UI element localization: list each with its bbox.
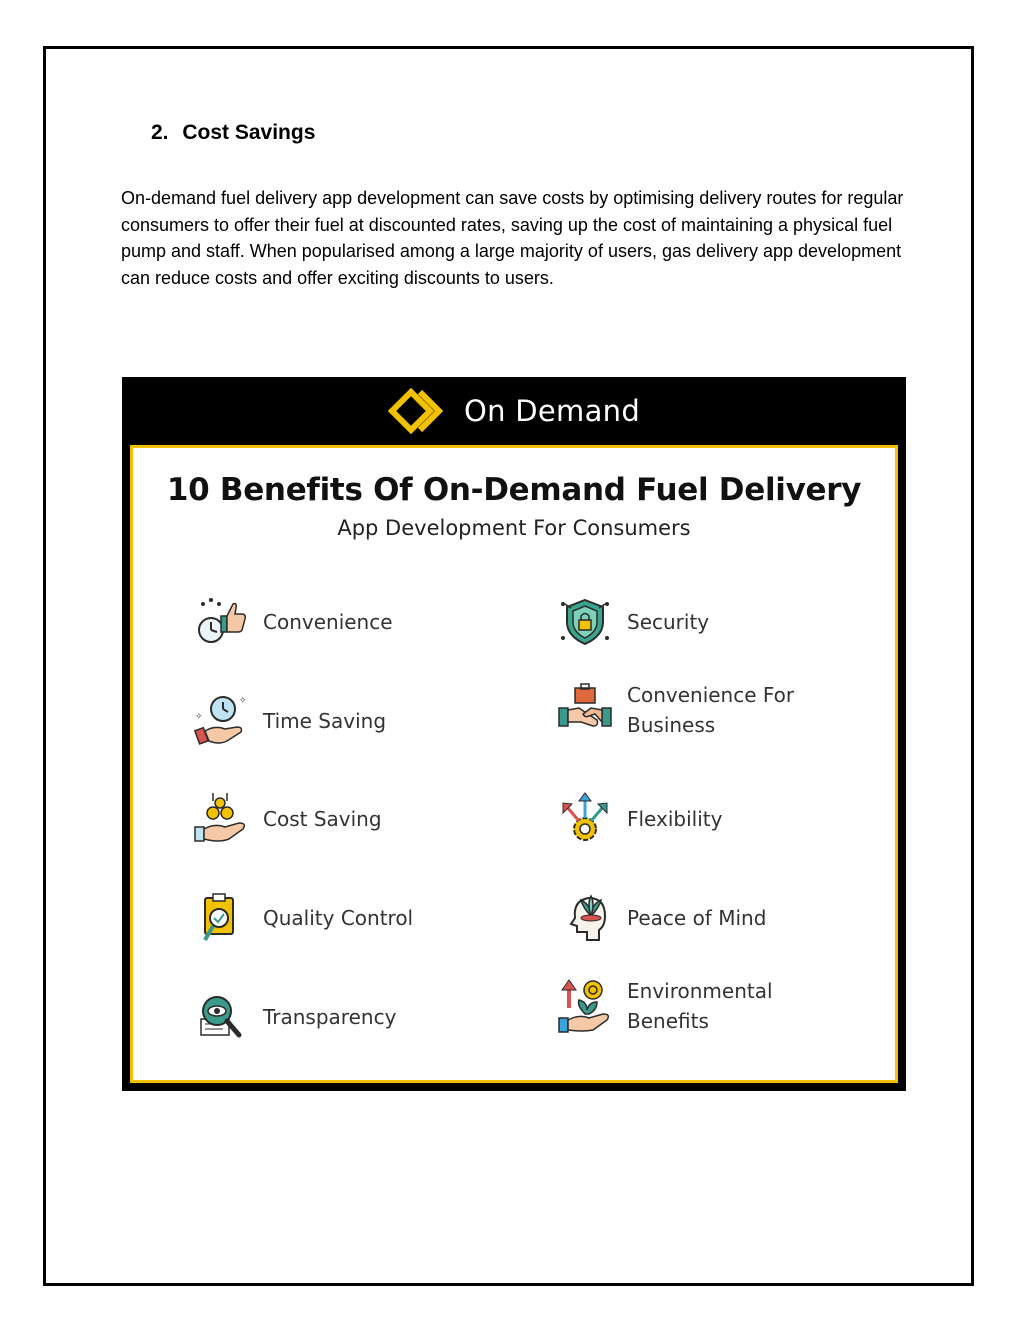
infographic [122,377,906,1091]
gear-arrows-icon [557,791,613,847]
benefit-label: Cost Saving [263,807,382,831]
brand-header [122,377,906,445]
brand-logo-icon [388,388,452,434]
clipboard-magnifier-icon [193,890,249,946]
benefit-label: Environmental Benefits [627,979,773,1033]
section-paragraph: On-demand fuel delivery app development can save costs by optimising delivery routes for regular consumers to offer their fuel at discounted rates, saving up the cost of maintaining a physical fuel pump and staff. When popularised among a large majority of users, gas delivery app development can reduce costs and offer exciting discounts to users. [121,188,904,288]
benefit-convenience [193,594,393,650]
section-number: 2. [151,121,169,144]
benefit-label: Time Saving [263,709,387,733]
benefit-flexibility [557,791,722,847]
benefit-quality-control [193,890,413,946]
benefit-label: Flexibility [627,807,723,831]
head-lotus-icon [557,890,613,946]
hand-clock-icon [193,693,249,749]
eye-magnifier-icon [193,989,249,1045]
benefit-label: Transparency [263,1005,397,1029]
infographic-title: 10 Benefits Of On-Demand Fuel Delivery [166,472,862,508]
brand-name: On Demand [463,394,641,428]
infographic-subtitle: App Development For Consumers [337,516,691,540]
section-title: Cost Savings [182,121,316,144]
benefit-cost-saving [193,791,382,847]
benefits-card [130,445,898,1083]
hand-coins-icon [193,791,249,847]
benefit-environmental-benefits [557,976,807,1036]
benefit-label: Convenience [263,610,393,634]
hand-plant-icon [557,978,613,1034]
section-heading [151,121,315,145]
benefit-label: Security [627,610,710,634]
benefit-label: Quality Control [263,906,414,930]
benefit-transparency [193,989,396,1045]
benefit-peace-of-mind [557,890,766,946]
thumbs-up-clock-icon [193,594,249,650]
svg-text:✧: ✧ [195,711,203,721]
benefit-time-saving [193,693,386,749]
benefit-label: Convenience For Business [627,683,795,737]
handshake-briefcase-icon [557,682,613,738]
benefit-label: Peace of Mind [627,906,767,930]
shield-lock-icon [557,594,613,650]
benefit-convenience-for-business [557,680,827,740]
benefit-security [557,594,709,650]
svg-text:✧: ✧ [239,695,247,705]
